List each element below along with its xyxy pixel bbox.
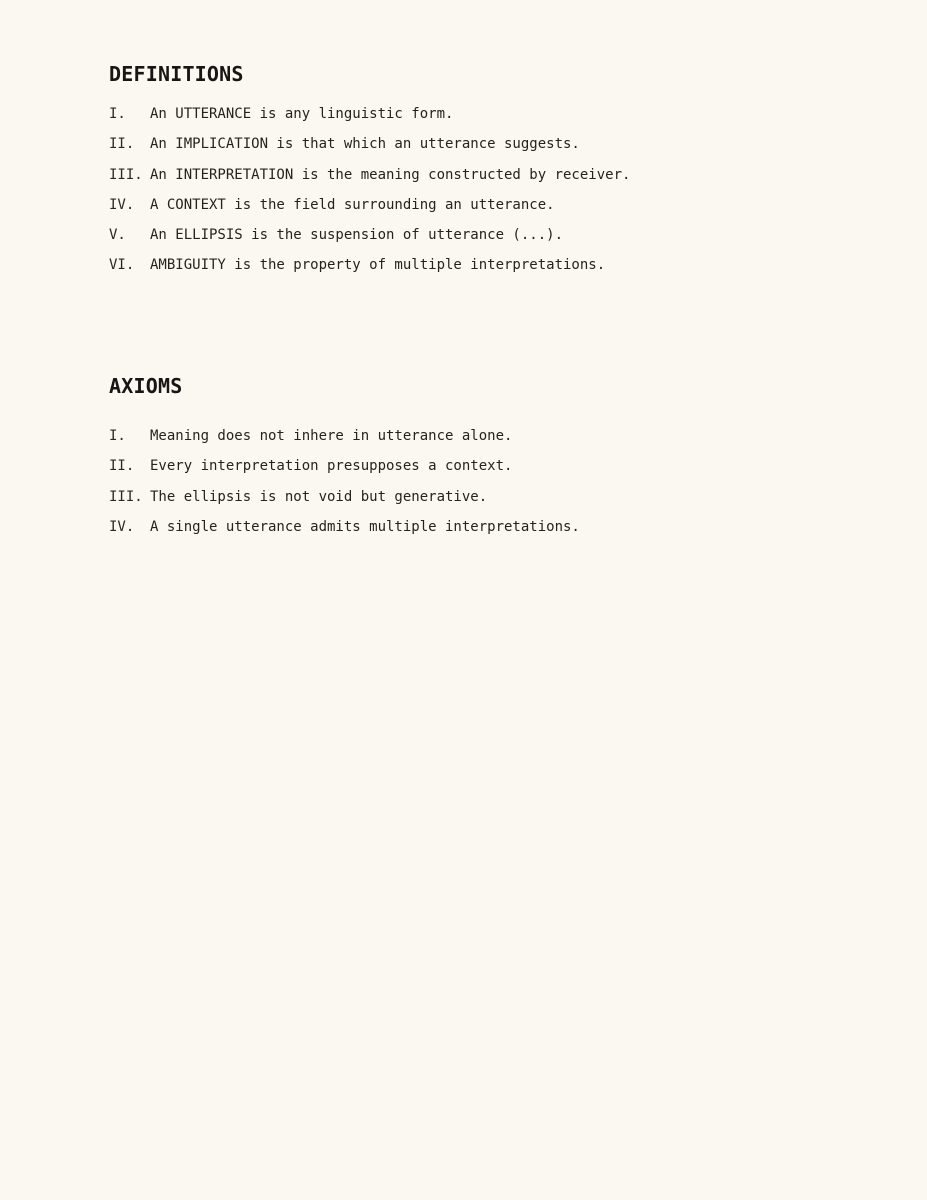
item-numeral: IV. <box>109 196 135 213</box>
item-text: A single utterance admits multiple interpretations. <box>150 518 580 535</box>
item-text: An IMPLICATION is that which an utterance suggests. <box>150 136 580 153</box>
item-numeral: III. <box>109 166 143 183</box>
item-text: AMBIGUITY is the property of multiple interpretations. <box>150 257 606 274</box>
definitions-section <box>109 60 869 286</box>
axioms-heading: AXIOMS <box>109 374 183 398</box>
definitions-heading: DEFINITIONS <box>109 62 244 86</box>
item-text: Meaning does not inhere in utterance alone. <box>150 428 513 444</box>
item-text: An ELLIPSIS is the suspension of utterance (...). <box>150 227 564 244</box>
item-numeral: VI. <box>109 257 135 274</box>
axioms-section <box>109 372 869 547</box>
item-numeral: V. <box>109 227 126 244</box>
item-text: The ellipsis is not void but generative. <box>150 488 488 505</box>
definitions-list <box>109 104 869 286</box>
definition-item <box>109 165 869 195</box>
item-numeral: II. <box>109 136 135 153</box>
item-text: Every interpretation presupposes a context. <box>150 458 513 475</box>
axioms-list <box>109 426 869 547</box>
definition-item <box>109 134 869 164</box>
item-text: An UTTERANCE is any linguistic form. <box>150 106 454 122</box>
axiom-item <box>109 487 869 517</box>
item-numeral: IV. <box>109 518 135 535</box>
item-numeral: I. <box>109 106 126 122</box>
item-numeral: I. <box>109 428 126 444</box>
axiom-item <box>109 517 869 547</box>
item-text: An INTERPRETATION is the meaning constructed by receiver. <box>150 166 631 183</box>
definition-item <box>109 195 869 225</box>
definition-item <box>109 104 869 134</box>
axiom-item <box>109 426 869 456</box>
item-numeral: III. <box>109 488 143 505</box>
definition-item <box>109 225 869 255</box>
definition-item <box>109 255 869 285</box>
item-text: A CONTEXT is the field surrounding an utterance. <box>150 196 555 213</box>
axiom-item <box>109 456 869 486</box>
item-numeral: II. <box>109 458 135 475</box>
